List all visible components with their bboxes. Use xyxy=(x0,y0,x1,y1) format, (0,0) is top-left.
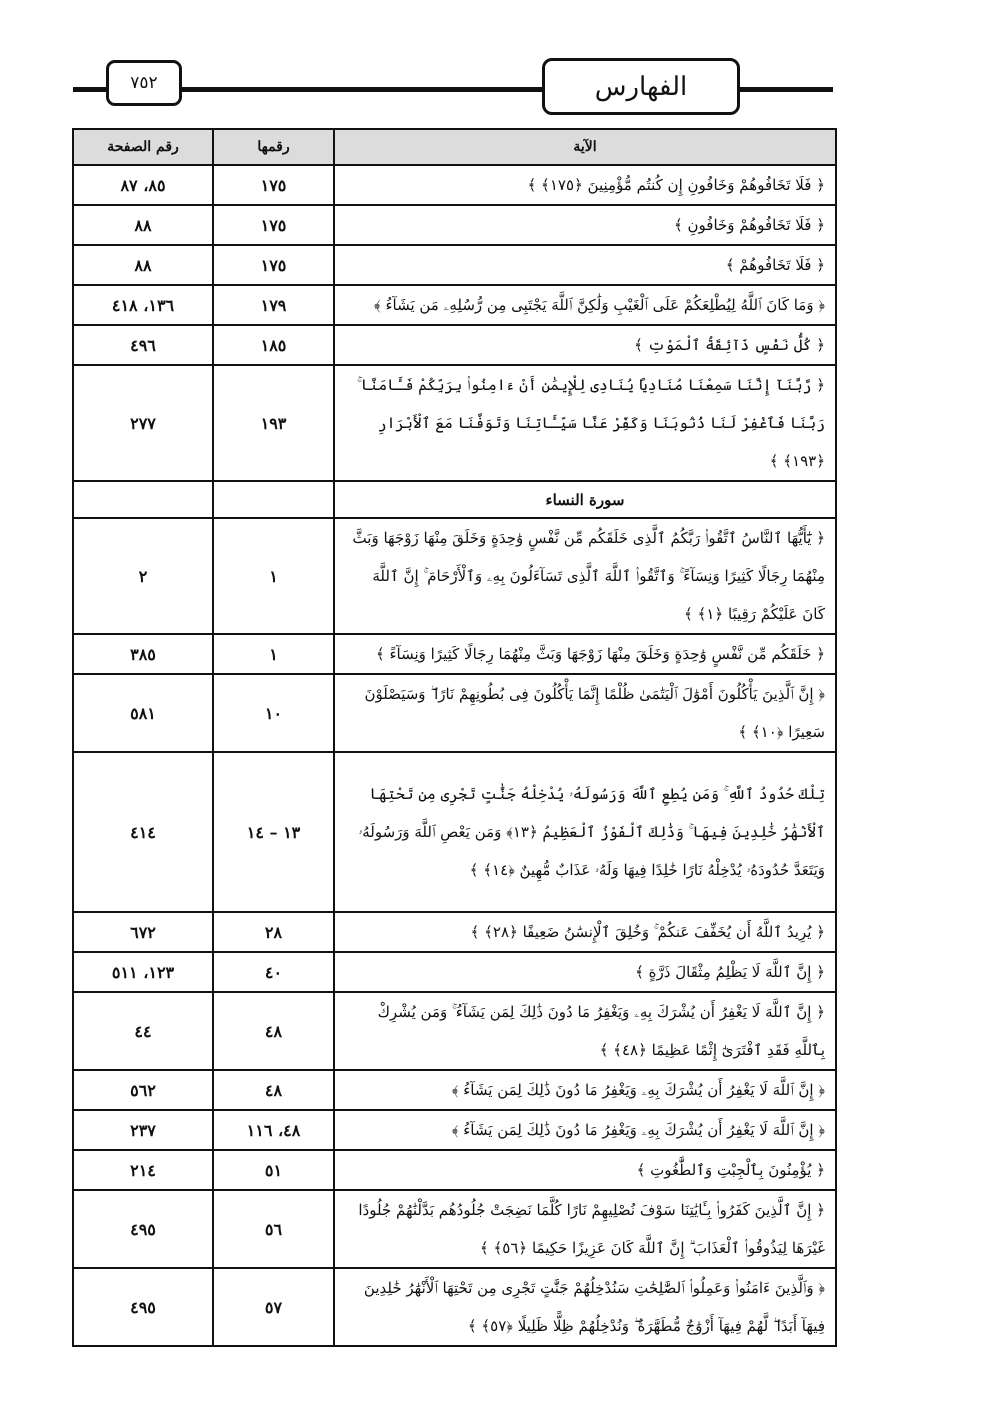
page-number-cell: ٨٨ xyxy=(73,205,213,245)
page-number-cell: ٤٩٥ xyxy=(73,1268,213,1346)
page-number-cell: ٢٣٧ xyxy=(73,1110,213,1150)
header-rule-middle xyxy=(182,87,544,92)
page-number-cell: ١٣٦، ٤١٨ xyxy=(73,285,213,325)
verse-cell: ﴿ يُرِيدُ ٱللَّهُ أَن يُخَفِّفَ عَنكُمْ ۚ وَخُلِقَ ٱلْإِنسَٰنُ ضَعِيفًا ﴿٢٨﴾ ﴾ xyxy=(334,912,836,952)
verse-number-cell: ١ xyxy=(213,634,334,674)
page-number-cell: ٦٧٢ xyxy=(73,912,213,952)
verse-cell: ﴿ كُلُّ نَفْسٍ ذَآئِقَةُ ٱلْمَوْتِ ﴾ xyxy=(334,325,836,365)
table-row xyxy=(73,1110,836,1150)
surah-heading-row xyxy=(73,481,836,518)
verse-cell: ﴿ إِنَّ ٱللَّهَ لَا يَغْفِرُ أَن يُشْرَكَ بِهِۦ وَيَغْفِرُ مَا دُونَ ذَٰلِكَ لِمَن يَشَآءُ ﴾ xyxy=(334,1070,836,1110)
verse-cell: ﴿ إِنَّ ٱلَّذِينَ يَأْكُلُونَ أَمْوَٰلَ ٱلْيَتَٰمَىٰ ظُلْمًا إِنَّمَا يَأْكُلُونَ فِى بُطُونِهِمْ نَارًا ۖ وَسَيَصْلَوْنَ سَعِيرًا ﴿١٠﴾ ﴾ xyxy=(334,674,836,752)
table-row xyxy=(73,205,836,245)
table-row xyxy=(73,752,836,912)
table-row xyxy=(73,1070,836,1110)
verse-number-cell: ١٨٥ xyxy=(213,325,334,365)
page-number-cell xyxy=(73,481,213,518)
page-number-cell: ٣٨٥ xyxy=(73,634,213,674)
table-row xyxy=(73,952,836,992)
verse-number-cell: ٤٨، ١١٦ xyxy=(213,1110,334,1150)
table-row xyxy=(73,674,836,752)
table-row xyxy=(73,1268,836,1346)
verse-number-cell: ٤٠ xyxy=(213,952,334,992)
verse-cell: ﴿ إِنَّ ٱللَّهَ لَا يَغْفِرُ أَن يُشْرَكَ بِهِۦ وَيَغْفِرُ مَا دُونَ ذَٰلِكَ لِمَن يَشَآءُ ﴾ xyxy=(334,1110,836,1150)
verse-number-cell: ١٧٥ xyxy=(213,245,334,285)
verse-cell: ﴿ فَلَا تَخَافُوهُمْ وَخَافُونِ إِن كُنتُم مُّؤْمِنِينَ ﴿١٧٥﴾ ﴾ xyxy=(334,165,836,205)
verse-number-cell: ٥٧ xyxy=(213,1268,334,1346)
verse-cell: ﴿ وَمَا كَانَ ٱللَّهُ لِيُطْلِعَكُمْ عَلَى ٱلْغَيْبِ وَلَٰكِنَّ ٱللَّهَ يَجْتَبِى مِن رُّسُلِهِۦ مَن يَشَآءُ ﴾ xyxy=(334,285,836,325)
verse-number-cell: ١ xyxy=(213,518,334,634)
header-rule-right xyxy=(738,87,833,92)
page-number-cell: ٢١٤ xyxy=(73,1150,213,1190)
page-number-cell: ٤٩٥ xyxy=(73,1190,213,1268)
table-row xyxy=(73,325,836,365)
verse-number-cell: ٥٦ xyxy=(213,1190,334,1268)
verse-cell: ﴿ فَلَا تَخَافُوهُمْ وَخَافُونِ ﴾ xyxy=(334,205,836,245)
table-row xyxy=(73,1150,836,1190)
verse-number-cell: ١٩٣ xyxy=(213,365,334,481)
verse-cell: ﴿ وَٱلَّذِينَ ءَامَنُوا۟ وَعَمِلُوا۟ ٱلصَّٰلِحَٰتِ سَنُدْخِلُهُمْ جَنَّٰتٍ تَجْرِى مِن تَحْتِهَا ٱلْأَنْهَٰرُ خَٰلِدِينَ فِيهَآ أَبَدًا ۖ لَّهُمْ فِيهَآ أَزْوَٰجٌ مُّطَهَّرَةٌ ۖ وَنُدْخِلُهُمْ ظِلًّا ظَلِيلًا ﴿٥٧﴾ ﴾ xyxy=(334,1268,836,1346)
verse-number-cell xyxy=(213,481,334,518)
table-row xyxy=(73,634,836,674)
surah-heading: سورة النساء xyxy=(334,481,836,518)
verse-number-cell: ١٧٥ xyxy=(213,165,334,205)
verse-number-cell: ٤٨ xyxy=(213,1070,334,1110)
verse-cell: ﴿ إِنَّ ٱلَّذِينَ كَفَرُوا۟ بِـَٔايَٰتِنَا سَوْفَ نُصْلِيهِمْ نَارًا كُلَّمَا نَضِجَتْ جُلُودُهُم بَدَّلْنَٰهُمْ جُلُودًا غَيْرَهَا لِيَذُوقُوا۟ ٱلْعَذَابَ ۗ إِنَّ ٱللَّهَ كَانَ عَزِيزًا حَكِيمًا ﴿٥٦﴾ ﴾ xyxy=(334,1190,836,1268)
page-number-cell: ٤٤ xyxy=(73,992,213,1070)
column-header-page-number: رقم الصفحة xyxy=(73,129,213,165)
verse-number-cell: ٤٨ xyxy=(213,992,334,1070)
verse-number-cell: ١٧٩ xyxy=(213,285,334,325)
table-row xyxy=(73,518,836,634)
verse-number-cell: ١٧٥ xyxy=(213,205,334,245)
page-number-cell: ٥٨١ xyxy=(73,674,213,752)
verse-cell: ﴿ خَلَقَكُم مِّن نَّفْسٍ وَٰحِدَةٍ وَخَلَقَ مِنْهَا زَوْجَهَا وَبَثَّ مِنْهُمَا رِجَالًا كَثِيرًا وَنِسَآءً ﴾ xyxy=(334,634,836,674)
verse-number-cell: ١٣ – ١٤ xyxy=(213,752,334,912)
verse-cell: ﴿ إِنَّ ٱللَّهَ لَا يَغْفِرُ أَن يُشْرَكَ بِهِۦ وَيَغْفِرُ مَا دُونَ ذَٰلِكَ لِمَن يَشَآءُ ۚ وَمَن يُشْرِكْ بِٱللَّهِ فَقَدِ ٱفْتَرَىٰٓ إِثْمًا عَظِيمًا ﴿٤٨﴾ ﴾ xyxy=(334,992,836,1070)
page-number-cell: ٤٩٦ xyxy=(73,325,213,365)
verse-number-cell: ٥١ xyxy=(213,1150,334,1190)
table-row xyxy=(73,992,836,1070)
column-header-verse: الآية xyxy=(334,129,836,165)
table-row xyxy=(73,165,836,205)
verse-cell: ﴿ رَّبَّنَآ إِنَّنَا سَمِعْنَا مُنَادِيًا يُنَادِى لِلْإِيمَٰنِ أَنْ ءَامِنُوا۟ بِرَبِّكُمْ فَـَٔامَنَّا ۚ رَبَّنَا فَٱغْفِرْ لَنَا ذُنُوبَنَا وَكَفِّرْ عَنَّا سَيِّـَٔاتِنَا وَتَوَفَّنَا مَعَ ٱلْأَبْرَارِ ﴿١٩٣﴾ ﴾ xyxy=(334,365,836,481)
table-row xyxy=(73,285,836,325)
verse-cell: ﴿ إِنَّ ٱللَّهَ لَا يَظْلِمُ مِثْقَالَ ذَرَّةٍ ﴾ xyxy=(334,952,836,992)
page-number: ٧٥٢ xyxy=(106,60,182,106)
page-number-cell: ٥٦٢ xyxy=(73,1070,213,1110)
column-header-verse-number: رقمها xyxy=(213,129,334,165)
verse-index-table xyxy=(72,128,837,1347)
page-number-cell: ٨٥، ٨٧ xyxy=(73,165,213,205)
page-number-cell: ١٢٣، ٥١١ xyxy=(73,952,213,992)
page-number-cell: ٢٧٧ xyxy=(73,365,213,481)
table-header-row xyxy=(73,129,836,165)
verse-number-cell: ٢٨ xyxy=(213,912,334,952)
table-row xyxy=(73,912,836,952)
table-row xyxy=(73,1190,836,1268)
table-row xyxy=(73,365,836,481)
page-title: الفهارس xyxy=(542,58,740,115)
page-number-cell: ٢ xyxy=(73,518,213,634)
verse-cell: ﴿ يَٰٓأَيُّهَا ٱلنَّاسُ ٱتَّقُوا۟ رَبَّكُمُ ٱلَّذِى خَلَقَكُم مِّن نَّفْسٍ وَٰحِدَةٍ وَخَلَقَ مِنْهَا زَوْجَهَا وَبَثَّ مِنْهُمَا رِجَالًا كَثِيرًا وَنِسَآءً ۚ وَٱتَّقُوا۟ ٱللَّهَ ٱلَّذِى تَسَآءَلُونَ بِهِۦ وَٱلْأَرْحَامَ ۚ إِنَّ ٱللَّهَ كَانَ عَلَيْكُمْ رَقِيبًا ﴿١﴾ ﴾ xyxy=(334,518,836,634)
page-number-cell: ٨٨ xyxy=(73,245,213,285)
verse-cell: تِلْكَ حُدُودُ ٱللَّهِ ۚ وَمَن يُطِعِ ٱللَّهَ وَرَسُولَهُۥ يُدْخِلْهُ جَنَّٰتٍ تَجْرِى مِن تَحْتِهَا ٱلْأَنْهَٰرُ خَٰلِدِينَ فِيهَا ۚ وَذَٰلِكَ ٱلْفَوْزُ ٱلْعَظِيمُ ﴿١٣﴾ وَمَن يَعْصِ ٱللَّهَ وَرَسُولَهُۥ وَيَتَعَدَّ حُدُودَهُۥ يُدْخِلْهُ نَارًا خَٰلِدًا فِيهَا وَلَهُۥ عَذَابٌ مُّهِينٌ ﴿١٤﴾ ﴾ xyxy=(334,752,836,912)
verse-cell: ﴿ فَلَا تَخَافُوهُمْ ﴾ xyxy=(334,245,836,285)
verse-number-cell: ١٠ xyxy=(213,674,334,752)
header-rule-left xyxy=(73,87,109,92)
page-number-cell: ٤١٤ xyxy=(73,752,213,912)
table-row xyxy=(73,245,836,285)
verse-cell: ﴿ يُؤْمِنُونَ بِٱلْجِبْتِ وَٱلطَّٰغُوتِ ﴾ xyxy=(334,1150,836,1190)
